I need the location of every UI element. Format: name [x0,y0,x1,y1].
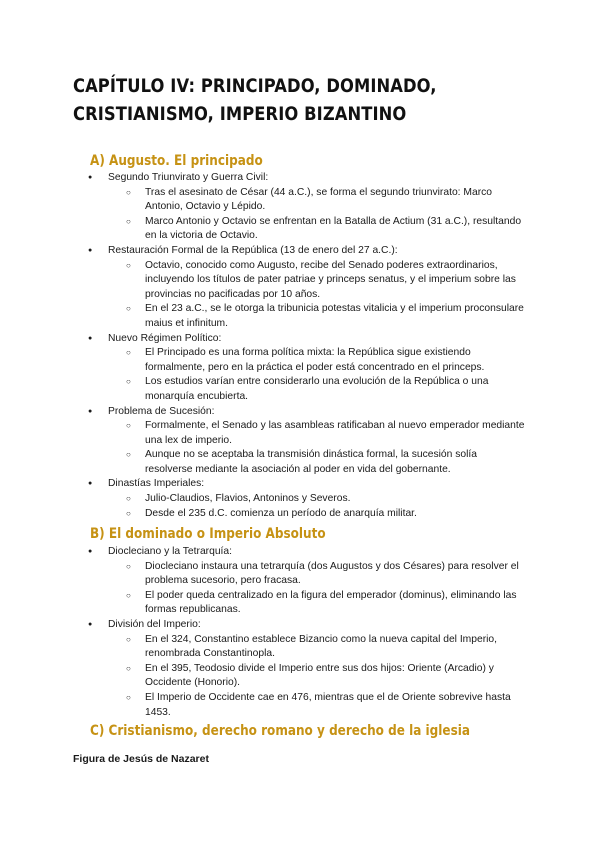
section-heading-c: C) Cristianismo, derecho romano y derecho de la iglesia [90,723,471,739]
list-item: ● Problema de Sucesión: [0,405,528,420]
figure-caption: Figura de Jesús de Nazaret [73,753,209,765]
sub-list-item: ○ Formalmente, el Senado y las asambleas ratificaban al nuevo emperador mediante una lex de imperio. [0,419,525,448]
list-item: ● Diocleciano y la Tetrarquía: [0,545,528,560]
section-a-list [0,171,528,521]
sub-list-item: ○ En el 324, Constantino establece Bizancio como la nueva capital del Imperio, renombrada Constantinopla. [0,633,525,662]
sub-list-item: ○ Diocleciano instaura una tetrarquía (dos Augustos y dos Césares) para resolver el problema sucesorio, pero fracasa. [0,560,525,589]
list-item: ● Nuevo Régimen Político: [0,332,528,347]
sub-list-item: ○ Julio-Claudios, Flavios, Antoninos y Severos. [0,492,525,507]
sub-list-item: ○ Aunque no se aceptaba la transmisión dinástica formal, la sucesión solía resolverse mediante la asociación al poder en vida del gobernante. [0,448,525,477]
sub-list-item: ○ El Imperio de Occidente cae en 476, mientras que el de Oriente sobrevive hasta 1453. [0,691,525,720]
list-item: ● Restauración Formal de la República (13 de enero del 27 a.C.): [0,244,528,259]
list-item: ● Segundo Triunvirato y Guerra Civil: [0,171,528,186]
sub-list-item: ○ Octavio, conocido como Augusto, recibe del Senado poderes extraordinarios, incluyendo los títulos de pater patriae y princeps senatus, y el imperium sobre las provincias no pacificadas por 10 años. [0,259,525,303]
list-item: ● División del Imperio: [0,618,528,633]
section-heading-b: B) El dominado o Imperio Absoluto [90,526,326,542]
chapter-title: CAPÍTULO IV: PRINCIPADO, DOMINADO, CRISTIANISMO, IMPERIO BIZANTINO [73,75,437,125]
sub-list-item: ○ Tras el asesinato de César (44 a.C.), se forma el segundo triunvirato: Marco Antonio, Octavio y Lépido. [0,186,525,215]
sub-list-item: ○ El poder queda centralizado en la figura del emperador (dominus), eliminando las formas republicanas. [0,589,525,618]
sub-list-item: ○ En el 395, Teodosio divide el Imperio entre sus dos hijos: Oriente (Arcadio) y Occidente (Honorio). [0,662,525,691]
sub-list-item: ○ Marco Antonio y Octavio se enfrentan en la Batalla de Actium (31 a.C.), resultando en la victoria de Octavio. [0,215,525,244]
section-heading-a: A) Augusto. El principado [90,153,263,169]
list-item: ● Dinastías Imperiales: [0,477,528,492]
sub-list-item: ○ El Principado es una forma política mixta: la República sigue existiendo formalmente, pero en la práctica el poder está concentrado en el princeps. [0,346,525,375]
section-b-list [0,545,528,720]
sub-list-item: ○ En el 23 a.C., se le otorga la tribunicia potestas vitalicia y el imperium proconsulare maius et infinitum. [0,302,525,331]
sub-list-item: ○ Los estudios varían entre considerarlo una evolución de la República o una monarquía encubierta. [0,375,525,404]
sub-list-item: ○ Desde el 235 d.C. comienza un período de anarquía militar. [0,507,525,522]
